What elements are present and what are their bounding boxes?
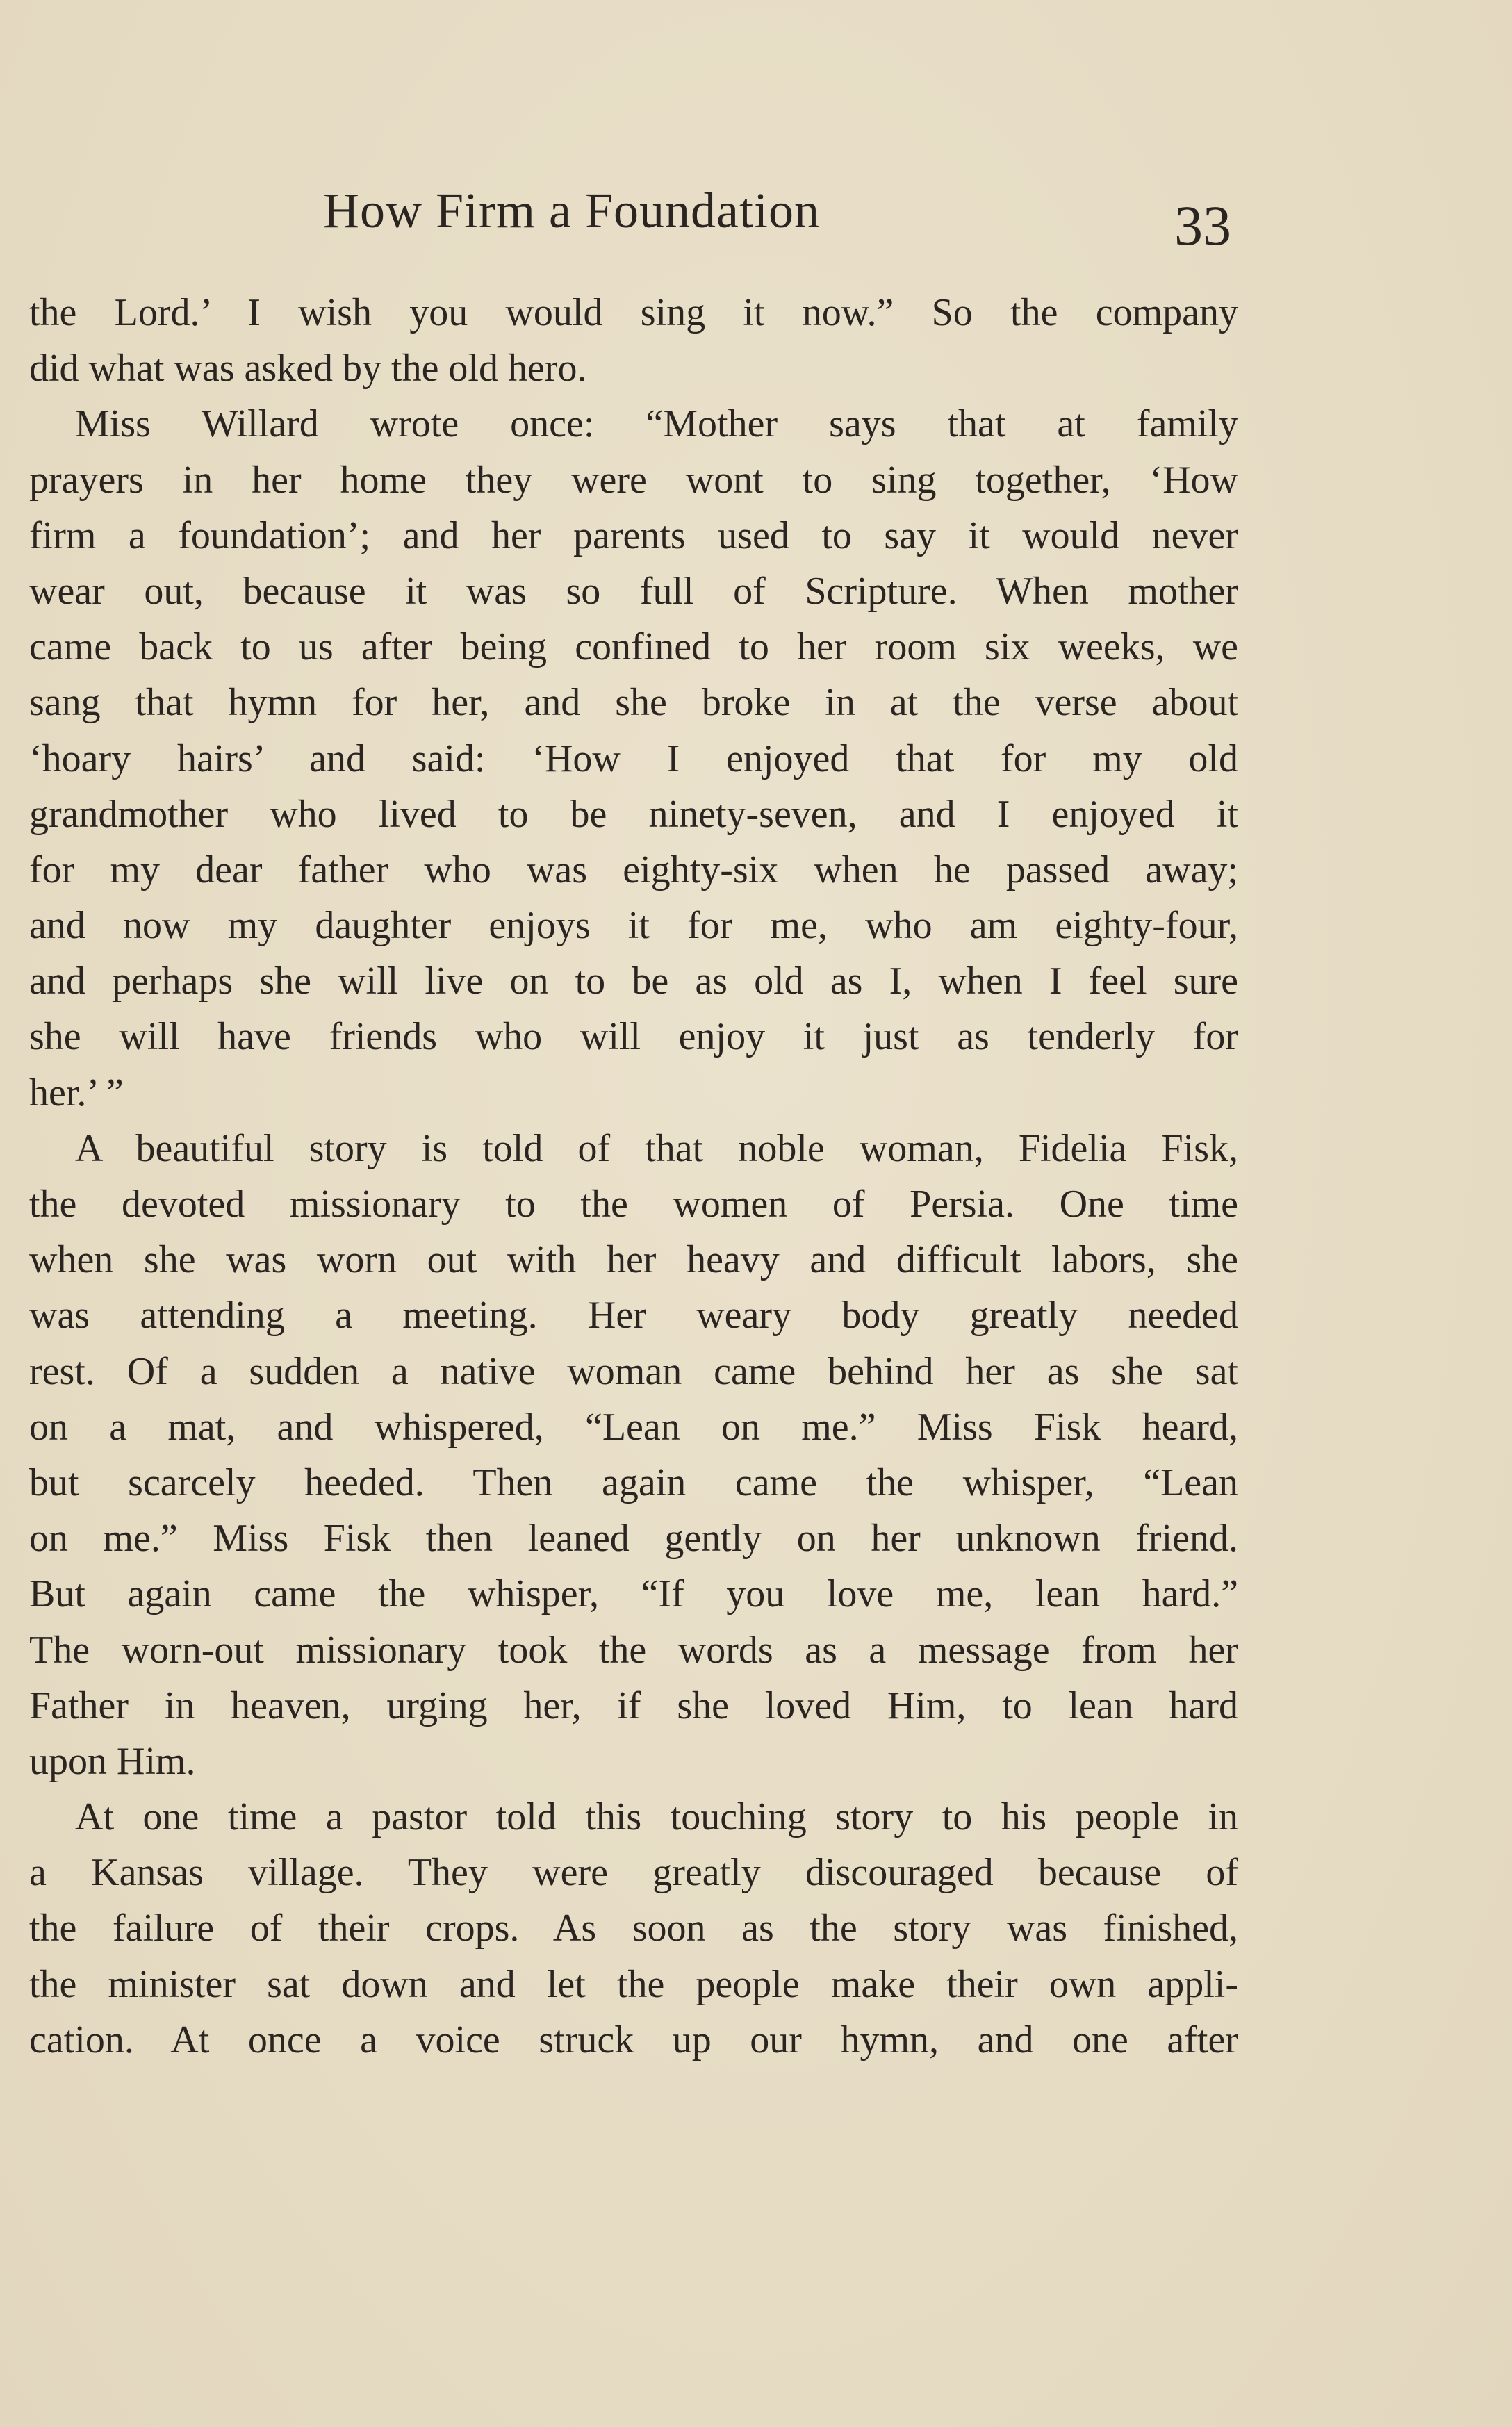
text-line: grandmother who lived to be ninety-seven, and I enjoyed it — [29, 792, 1238, 836]
text-line: Miss Willard wrote once: “Mother says that at family — [75, 402, 1238, 446]
text-line: Father in heaven, urging her, if she loved Him, to lean hard — [29, 1684, 1238, 1727]
text-line: prayers in her home they were wont to sing together, ‘How — [29, 458, 1238, 502]
text-line: and now my daughter enjoys it for me, who am eighty-four, — [29, 904, 1238, 948]
text-line: sang that hymn for her, and she broke in at the verse about — [29, 681, 1238, 725]
text-line: firm a foundation’; and her parents used to say it would never — [29, 513, 1238, 557]
text-line: the Lord.’ I wish you would sing it now.” So the company — [29, 291, 1238, 334]
running-head — [0, 182, 1512, 257]
page-number: 33 — [1174, 194, 1231, 257]
text-line: when she was worn out with her heavy and difficult labors, she — [29, 1238, 1238, 1282]
text-line: for my dear father who was eighty-six when he passed away; — [29, 848, 1238, 891]
text-line: wear out, because it was so full of Scripture. When mother — [29, 569, 1238, 613]
text-line: was attending a meeting. Her weary body greatly needed — [29, 1294, 1238, 1338]
text-line: upon Him. — [29, 1739, 196, 1783]
text-line: At one time a pastor told this touching story to his people in — [75, 1795, 1238, 1839]
text-line: and perhaps she will live on to be as old as I, when I feel sure — [29, 960, 1238, 1003]
text-line: But again came the whisper, “If you love me, lean hard.” — [29, 1572, 1238, 1616]
text-line: on a mat, and whispered, “Lean on me.” Miss Fisk heard, — [29, 1405, 1238, 1449]
text-line: but scarcely heeded. Then again came the whisper, “Lean — [29, 1461, 1238, 1504]
text-line: The worn-out missionary took the words as a message from her — [29, 1628, 1238, 1672]
text-line: the devoted missionary to the women of Persia. One time — [29, 1183, 1238, 1226]
text-line: a Kansas village. They were greatly discouraged because of — [29, 1851, 1238, 1895]
text-line: did what was asked by the old hero. — [29, 347, 587, 390]
text-line: on me.” Miss Fisk then leaned gently on her unknown friend. — [29, 1517, 1238, 1561]
body-text — [29, 285, 1238, 2068]
text-line: ‘hoary hairs’ and said: ‘How I enjoyed that for my old — [29, 737, 1238, 780]
text-line: came back to us after being confined to her room six weeks, we — [29, 625, 1238, 669]
text-line: rest. Of a sudden a native woman came behind her as she sat — [29, 1349, 1238, 1393]
running-title: How Firm a Foundation — [323, 183, 820, 238]
text-line: the failure of their crops. As soon as the story was finished, — [29, 1907, 1238, 1950]
text-line: the minister sat down and let the people make their own appli- — [29, 1962, 1238, 2006]
text-line: A beautiful story is told of that noble woman, Fidelia Fisk, — [75, 1126, 1238, 1170]
text-line: she will have friends who will enjoy it just as tenderly for — [29, 1015, 1238, 1059]
text-line: her.’ ” — [29, 1071, 124, 1114]
text-line: cation. At once a voice struck up our hymn, and one after — [29, 2018, 1238, 2062]
